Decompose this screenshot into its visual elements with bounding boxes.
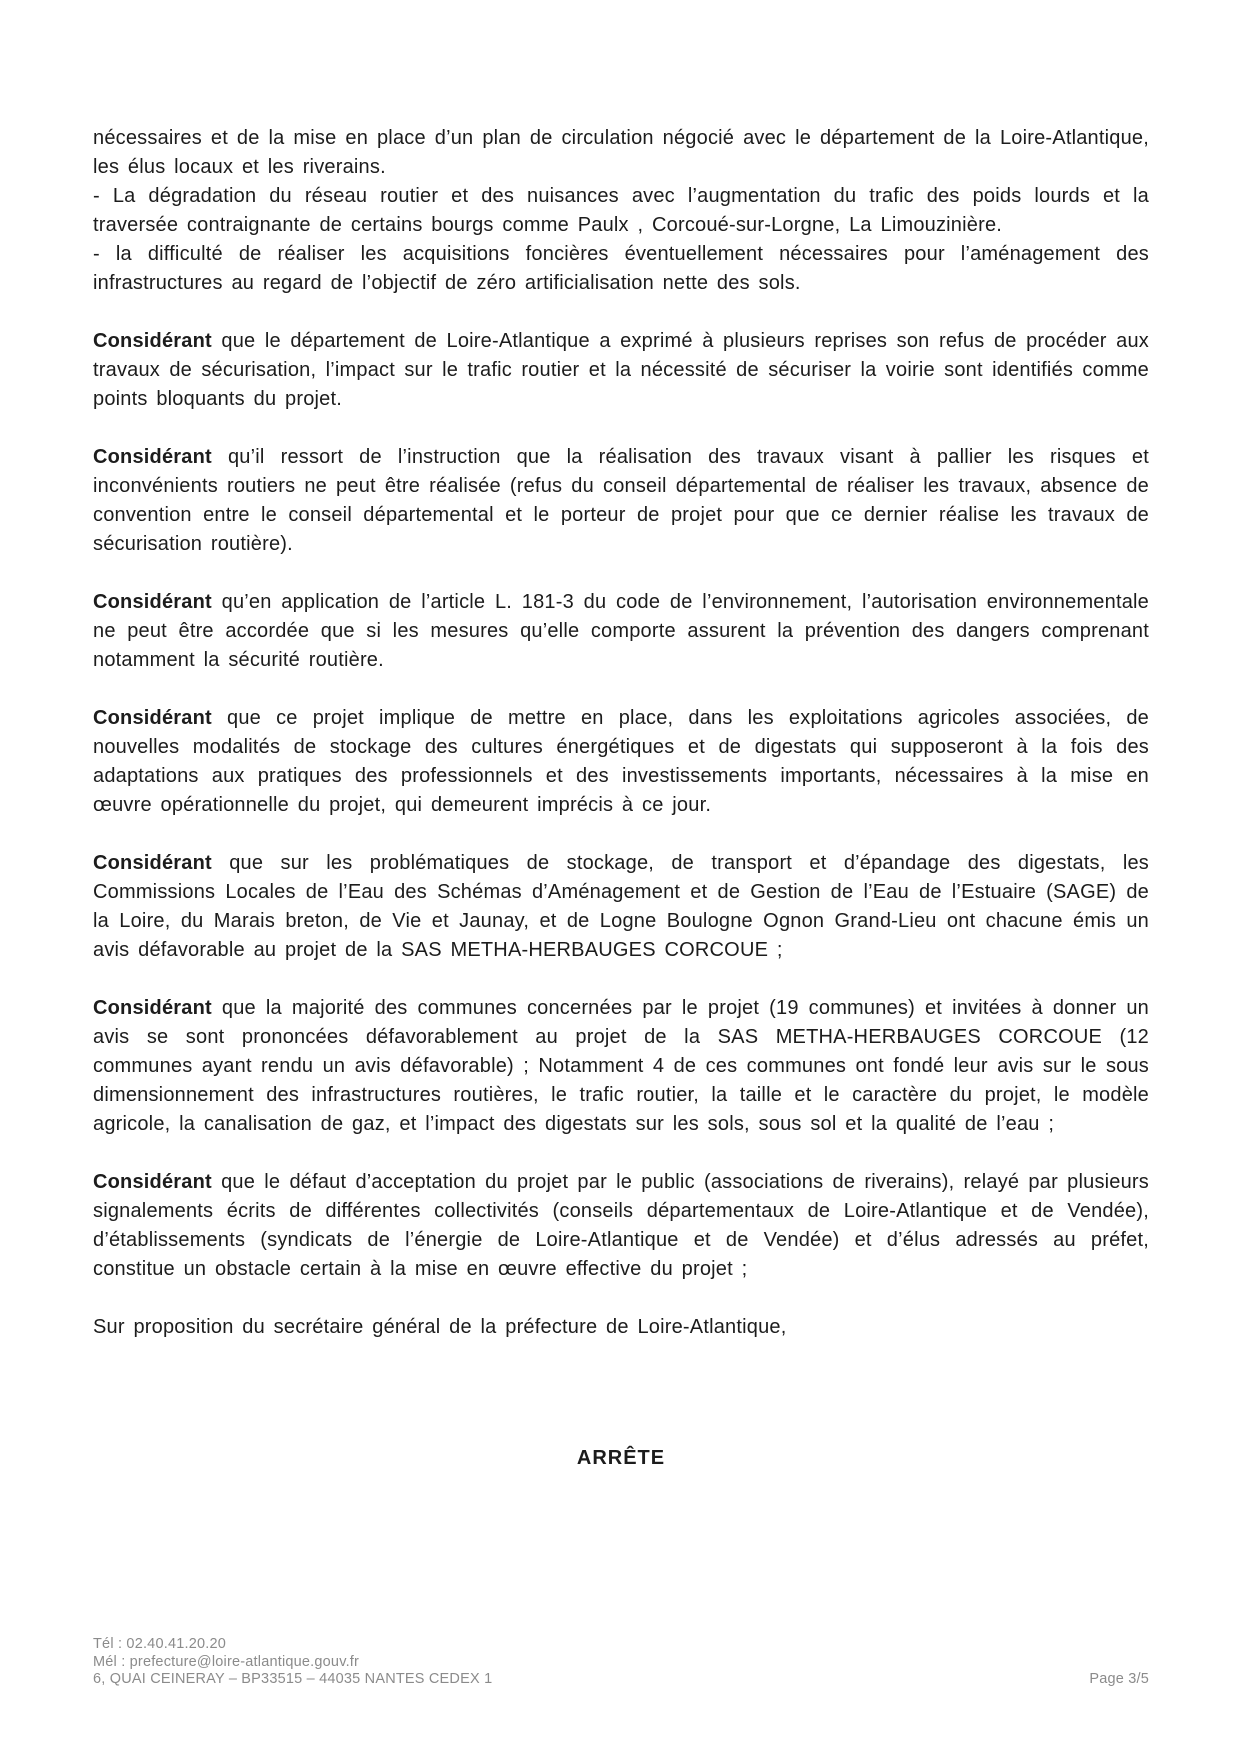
paragraph-text: que le défaut d’acceptation du projet par le public (associations de riverains), relayé par plusieurs signalements écrits de différentes collectivités (conseils départementaux de Loire-Atlantique et de Vendée), d’établissements (syndicats de l’énergie de Loire-Atlantique et de Vendée) et d’élus adressés au préfet, constitue un obstacle certain à la mise en œuvre effective du projet ; [93,1171,1149,1280]
paragraph [93,240,1149,298]
footer-email: Mél : prefecture@loire-atlantique.gouv.fr [93,1653,360,1670]
paragraph-text: qu’il ressort de l’instruction que la réalisation des travaux visant à pallier les risques et inconvénients routiers ne peut être réalisée (refus du conseil départemental de réaliser les travaux, absence de convention entre le conseil départemental et le porteur de projet pour que ce dernier réalise les travaux de sécurisation routière). [93,446,1149,555]
paragraph-lead: Considérant [93,1171,212,1193]
paragraph-lead: Considérant [93,330,212,352]
page-number: Page 3/5 [1089,1671,1149,1687]
paragraph-lead: Considérant [93,446,212,468]
paragraph [93,124,1149,182]
document-body [93,124,1149,1473]
footer-phone: Tél : 02.40.41.20.20 [93,1636,226,1652]
paragraph-lead: Considérant [93,852,212,874]
paragraph-considerant [93,994,1149,1139]
page-footer [93,1636,1149,1689]
paragraph-text: - La dégradation du réseau routier et des nuisances avec l’augmentation du trafic des poids lourds et la traversée contraignante de certains bourgs comme Paulx , Corcoué-sur-Lorgne, La Limouzinière. [93,185,1149,236]
paragraph-text: que la majorité des communes concernées par le projet (19 communes) et invitées à donner un avis se sont prononcées défavorablement au projet de la SAS METHA-HERBAUGES CORCOUE (12 communes ayant rendu un avis défavorable) ; Notamment 4 de ces communes ont fondé leur avis sur le sous dimensionnement des infrastructures routières, le trafic routier, la taille et le caractère du projet, le modèle agricole, la canalisation de gaz, et l’impact des digestats sur les sols, sous sol et la qualité de l’eau ; [93,997,1149,1135]
paragraph-lead: Considérant [93,591,212,613]
paragraph-text: que le département de Loire-Atlantique a exprimé à plusieurs reprises son refus de procéder aux travaux de sécurisation, l’impact sur le trafic routier et la nécessité de sécuriser la voirie sont identifiés comme points bloquants du projet. [93,330,1149,410]
paragraph-text: Sur proposition du secrétaire général de la préfecture de Loire-Atlantique, [93,1316,787,1338]
paragraph-text: que sur les problématiques de stockage, de transport et d’épandage des digestats, les Commissions Locales de l’Eau des Schémas d’Aménagement et de Gestion de l’Eau de l’Estuaire (SAGE) de la Loire, du Marais breton, de Vie et Jaunay, et de Logne Boulogne Ognon Grand-Lieu ont chacune émis un avis défavorable au projet de la SAS METHA-HERBAUGES CORCOUE ; [93,852,1149,961]
paragraph-text: que ce projet implique de mettre en place, dans les exploitations agricoles associées, de nouvelles modalités de stockage des cultures énergétiques et de digestats qui supposeront à la fois des adaptations aux pratiques des professionnels et des investissements importants, nécessaires à la mise en œuvre opérationnelle du projet, qui demeurent imprécis à ce jour. [93,707,1149,816]
footer-contact-block [93,1636,492,1689]
paragraph-lead: Considérant [93,707,212,729]
paragraph [93,182,1149,240]
footer-address: 6, QUAI CEINERAY – BP33515 – 44035 NANTES CEDEX 1 [93,1671,493,1687]
paragraph-considerant [93,849,1149,965]
paragraph-considerant [93,1168,1149,1284]
paragraph-lead: Considérant [93,997,212,1019]
paragraph-considerant [93,704,1149,820]
paragraph-considerant [93,588,1149,675]
paragraph-considerant [93,327,1149,414]
paragraph-sur-proposition [93,1313,1149,1342]
paragraph-text: nécessaires et de la mise en place d’un plan de circulation négocié avec le département de la Loire-Atlantique, les élus locaux et les riverains. [93,127,1149,178]
paragraph-text: qu’en application de l’article L. 181-3 du code de l’environnement, l’autorisation environnementale ne peut être accordée que si les mesures qu’elle comporte assurent la prévention des dangers comprenant notamment la sécurité routière. [93,591,1149,671]
paragraph-text: - la difficulté de réaliser les acquisitions foncières éventuellement nécessaires pour l’aménagement des infrastructures au regard de l’objectif de zéro artificialisation nette des sols. [93,243,1149,294]
arrete-heading: ARRÊTE [576,1447,666,1469]
paragraph-considerant [93,443,1149,559]
